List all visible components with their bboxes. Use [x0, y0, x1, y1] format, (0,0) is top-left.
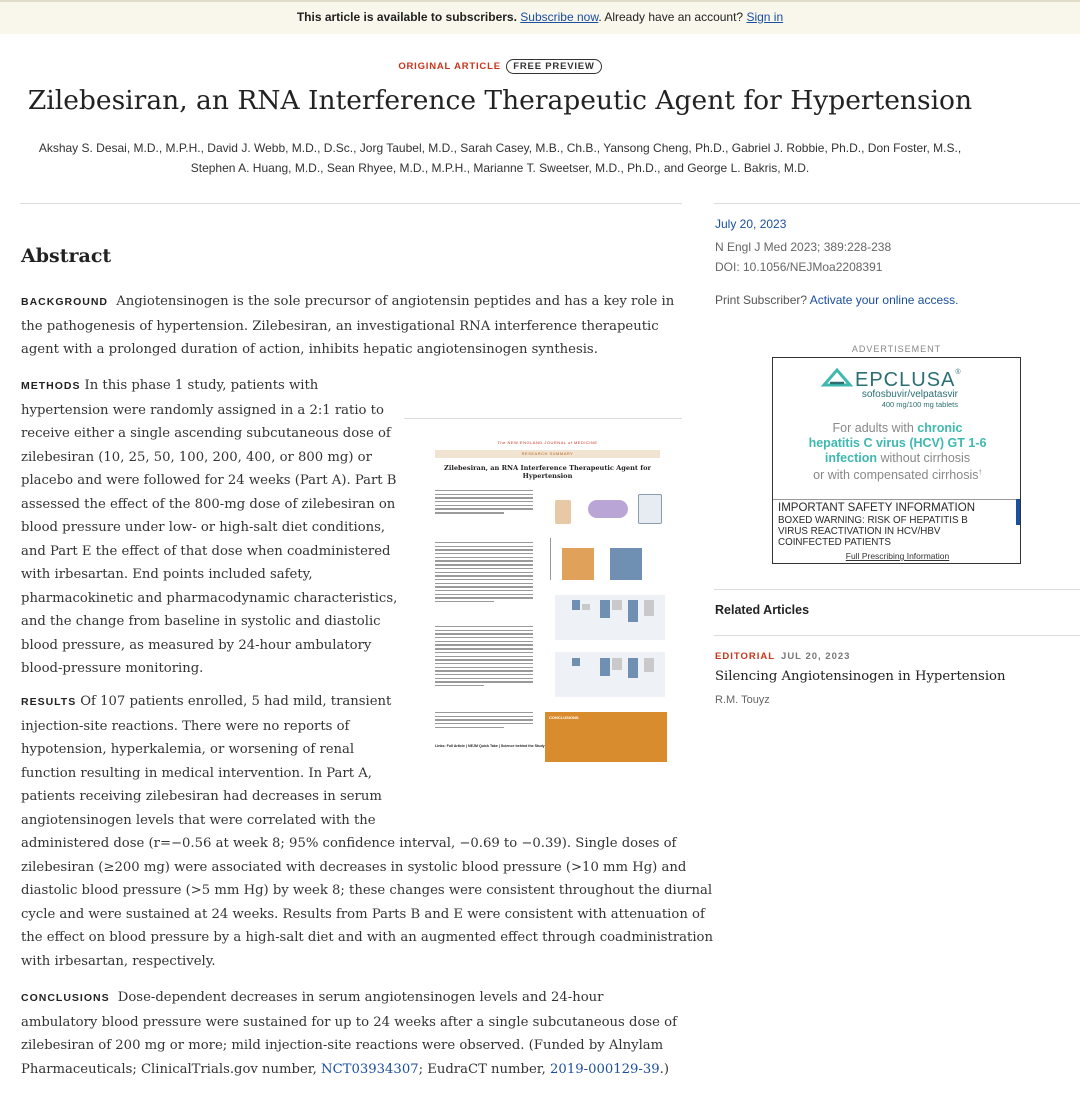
ad-generic-name: sofosbuvir/velpatasvir: [861, 389, 958, 400]
abstract-heading: Abstract: [21, 245, 112, 267]
section-label: RESULTS: [21, 696, 77, 708]
authors-line-1[interactable]: Akshay S. Desai, M.D., M.P.H., David J. Webb, M.D., D.Sc., Jorg Taubel, M.D., Sarah Casey, M.B., Ch.B., Yansong Cheng, Ph.D., Gabriel J. Robbie, Ph.D., Don Foster, M.S.,: [38, 141, 962, 155]
ad-isi-heading: IMPORTANT SAFETY INFORMATION: [778, 502, 976, 514]
thumb-text: [435, 626, 533, 689]
advertisement[interactable]: [772, 357, 1021, 564]
ad-dose: 400 mg/100 mg tablets: [881, 400, 958, 409]
free-preview-badge: FREE PREVIEW: [506, 59, 601, 74]
subscriber-banner: [0, 0, 1080, 34]
subscribe-link[interactable]: Subscribe now: [520, 10, 599, 24]
divider: [714, 635, 1080, 636]
abstract-methods: METHODS In this phase 1 study, patients with hypertension were randomly assigned in a 2:1 ratio to receive either a single ascending subcutaneous dose of zilebesiran (10, 25, 50, 100, 200, 400, or 800 mg) or placebo and were followed for 24 weeks (Part A). Part B assessed the effect of the 800-mg dose of zilebesiran on blood pressure under low- or high-salt diet conditions, and Part E the effect of that dose when coadministered with irbesartan. End points included safety, pharmacokinetic and pharmacodynamic characteristics, and the change from baseline in systolic and diastolic blood pressure, as measured by 24-hour ambulatory blood-pressure monitoring.: [21, 378, 398, 676]
citation: N Engl J Med 2023; 389:228-238 DOI: 10.1056/NEJMoa2208391: [715, 240, 892, 274]
divider: [714, 589, 1080, 590]
author-list: [30, 138, 970, 178]
abstract-background: [21, 290, 683, 362]
eudract-link[interactable]: 2019-000129-39: [550, 1061, 660, 1077]
thumb-text: [435, 712, 533, 730]
banner-middle: . Already have an account?: [598, 10, 744, 24]
ad-brand: EPCLUSA®: [855, 369, 962, 391]
thumb-conclusions-box: CONCLUSIONS: [545, 712, 667, 762]
divider: [20, 203, 682, 204]
research-summary-thumbnail[interactable]: [420, 430, 675, 783]
article-kicker: [0, 59, 1000, 74]
thumb-footer: Links: Full Article | NEJM Quick Take | Science behind the Study: [435, 744, 545, 748]
related-item-author: R.M. Touyz: [715, 694, 770, 706]
divider: [714, 203, 1080, 204]
nct-link[interactable]: NCT03934307: [321, 1061, 419, 1077]
thumb-journal: The NEW ENGLAND JOURNAL of MEDICINE: [497, 440, 598, 445]
ad-boxed-warning: BOXED WARNING: RISK OF HEPATITIS B VIRUS REACTIVATION IN HCV/HBV COINFECTED PATIENTS: [778, 515, 968, 548]
print-subscriber: Print Subscriber? Activate your online access.: [715, 293, 959, 307]
thumb-text: [435, 542, 533, 605]
ad-scrollbar[interactable]: [1016, 499, 1020, 525]
publication-date: July 20, 2023: [715, 217, 787, 231]
authors-line-2[interactable]: Stephen A. Huang, M.D., Sean Rhyee, M.D., M.P.H., Marianne T. Sweetser, M.D., Ph.D., and George L. Bakris, M.D.: [190, 161, 810, 175]
section-label: BACKGROUND: [21, 296, 108, 308]
divider: [404, 418, 682, 419]
thumb-band: RESEARCH SUMMARY: [435, 450, 660, 458]
article-title: Zilebesiran, an RNA Interference Therapeutic Agent for Hypertension: [27, 85, 973, 116]
ad-label: ADVERTISEMENT: [851, 344, 942, 354]
thumb-title: Zilebesiran, an RNA Interference Therapeutic Agent for Hypertension: [444, 464, 651, 480]
related-item-meta: EDITORIAL JUL 20, 2023: [715, 651, 851, 662]
article-type: ORIGINAL ARTICLE: [398, 61, 501, 72]
abstract-results: RESULTS Of 107 patients enrolled, 5 had mild, transient injection-site reactions. There were no reports of hypotension, hyperkalemia, or worsening of renal function resulting in medical intervention. In Part A, patients receiving zilebesiran had decreases in serum angiotensinogen levels that were correlated with the administered dose (r=−0.56 at week 8; 95% confidence interval, −0.69 to −0.39). Single doses of zilebesiran (≥200 mg) were associated with decreases in systolic blood pressure (>10 mm Hg) and diastolic blood pressure (>5 mm Hg) by week 8; these changes were consistent throughout the diurnal cycle and were sustained at 24 weeks. Results from Parts B and E were consistent with attenuation of the effect on blood pressure by a high-salt diet and with an augmented effect through coadministration with irbesartan, respectively.: [21, 694, 713, 969]
ad-body: For adults with chronic hepatitis C virus (HCV) GT 1-6 infection without cirrhosis or with compensated cirrhosis†: [808, 421, 987, 483]
abstract-conclusions: CONCLUSIONS Dose-dependent decreases in serum angiotensinogen levels and 24-hour ambulatory blood pressure were sustained for up to 24 weeks after a single subcutaneous dose of zilebesiran of 200 mg or more; mild injection-site reactions were observed. (Funded by Alnylam Pharmaceuticals; ClinicalTrials.gov number, NCT03934307; EudraCT number, 2019-000129-39.): [21, 990, 677, 1077]
related-articles-heading: Related Articles: [715, 603, 810, 617]
epclusa-logo-icon: [821, 367, 853, 389]
banner-text: This article is available to subscribers.: [296, 10, 517, 24]
background-text: Angiotensinogen is the sole precursor of angiotensin peptides and has a key role in the pathogenesis of hypertension. Zilebesiran, an investigational RNA interference therapeutic agent with a prolonged duration of action, inhibits hepatic angiotensinogen synthesis.: [21, 294, 675, 357]
signin-link[interactable]: Sign in: [746, 10, 784, 24]
related-item-title[interactable]: Silencing Angiotensinogen in Hypertension: [715, 669, 1006, 684]
ad-prescribing-link[interactable]: Full Prescribing Information: [845, 551, 950, 561]
section-label: METHODS: [21, 380, 81, 392]
section-label: CONCLUSIONS: [21, 992, 110, 1004]
activate-access-link[interactable]: Activate your online access.: [809, 293, 959, 307]
thumb-text: [435, 490, 533, 516]
